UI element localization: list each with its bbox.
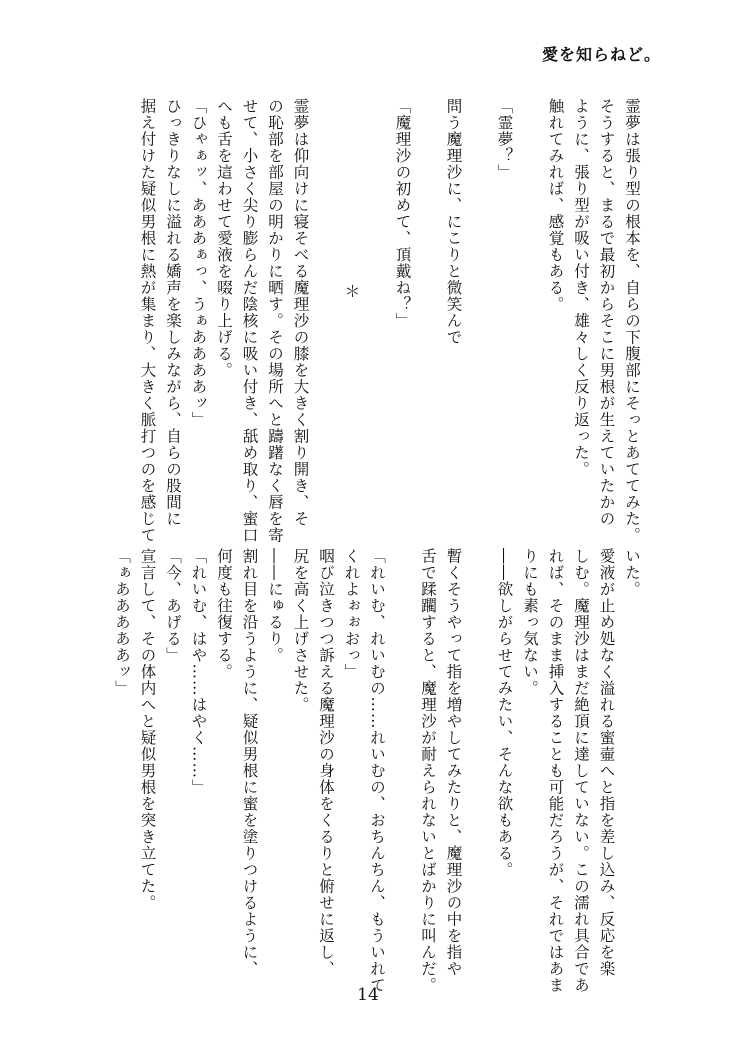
text-line: 尻を高く上げさせた。 [291,548,310,713]
text-line: くれよぉぉおっ」 [342,548,361,680]
text-line: 愛液が止め処なく溢れる蜜壷へと指を差し込み、反応を楽 [597,548,616,977]
text-block-top [134,98,644,544]
text-line: れば、そのまま挿入することも可能だろうが、それではあま [546,548,565,994]
text-line: ように、張り型が吸い付き、雄々しく反り返った。 [572,98,590,478]
text-line: 「ぁあああああッ」 [113,548,131,697]
text-line: 宣言して、その体内へと疑似男根を突き立てた。 [138,548,157,911]
text-line: 「魔理沙の初めて、頂戴ね？」 [393,98,412,329]
text-line: 触れてみれば、感覚もある。 [546,98,565,313]
running-header-title: 愛を知らねど。 [541,45,661,64]
text-line: 舌で蹂躙すると、魔理沙が耐えられないとばかりに叫んだ。 [419,548,437,994]
page-number: 14 [357,985,379,1005]
text-line [466,98,492,518]
text-block-bottom [109,548,645,994]
text-line: 問う魔理沙に、にこりと微笑んで [444,98,463,346]
text-line: ひっきりなしに溢れる嬌声を楽しみながら、自らの股間に [164,98,182,527]
section-break-asterisk: ＊ [342,283,361,300]
text-line [313,98,339,518]
text-line: りにも素っ気ない。 [521,548,539,697]
text-line [517,98,543,518]
text-line: 霊夢は仰向けに寝そべる魔理沙の膝を大きく割り開き、そ [291,98,310,527]
text-line: せて、小さく尖り膨らんだ陰核に吸い付き、舐め取り、蜜口 [240,98,259,544]
text-line: 「れいむ、はや……はやく……」 [189,548,208,796]
text-line: しむ。魔理沙はまだ絶頂に達していない。この濡れ具合であ [572,548,590,994]
text-line: へも舌を這わせて愛液を啜り上げる。 [215,98,233,379]
text-line [389,548,415,968]
text-line: 咽び泣きつつ訴える魔理沙の身体をくるりと俯せに返し、 [317,548,335,977]
text-line: いた。 [623,548,641,598]
text-line: 「霊夢？」 [495,98,514,181]
text-line: 霊夢は張り型の根本を、自らの下腹部にそっとあててみた。 [623,98,641,544]
text-line: ――欲しがらせてみたい、そんな欲もある。 [495,548,514,878]
text-line: ――にゅるり。 [266,548,284,664]
text-line: 何度も往復する。 [215,548,233,680]
text-line: 「れいむ、れいむの……れいむの、おちんちん、もういれて [368,548,386,994]
text-line: 据え付けた疑似男根に熱が集まり、大きく脈打つのを感じて [138,98,157,544]
text-line: の恥部を部屋の明かりに晒す。その場所へと躊躇なく唇を寄 [266,98,284,544]
text-line: 「今、あげる」 [164,548,182,664]
text-line [415,98,441,518]
text-line: 暫くそうやって指を増やしてみたりと、魔理沙の中を指や [444,548,463,977]
text-line: 「ひゃぁッ、あああぁっ、うぁああああッ」 [189,98,208,428]
text-line [466,548,492,968]
text-line: そうすると、まるで最初からそこに男根が生えていたかの [597,98,616,527]
text-line [364,98,390,518]
text-line: 割れ目を沿うように、疑似男根に蜜を塗りつけるように、 [240,548,259,977]
